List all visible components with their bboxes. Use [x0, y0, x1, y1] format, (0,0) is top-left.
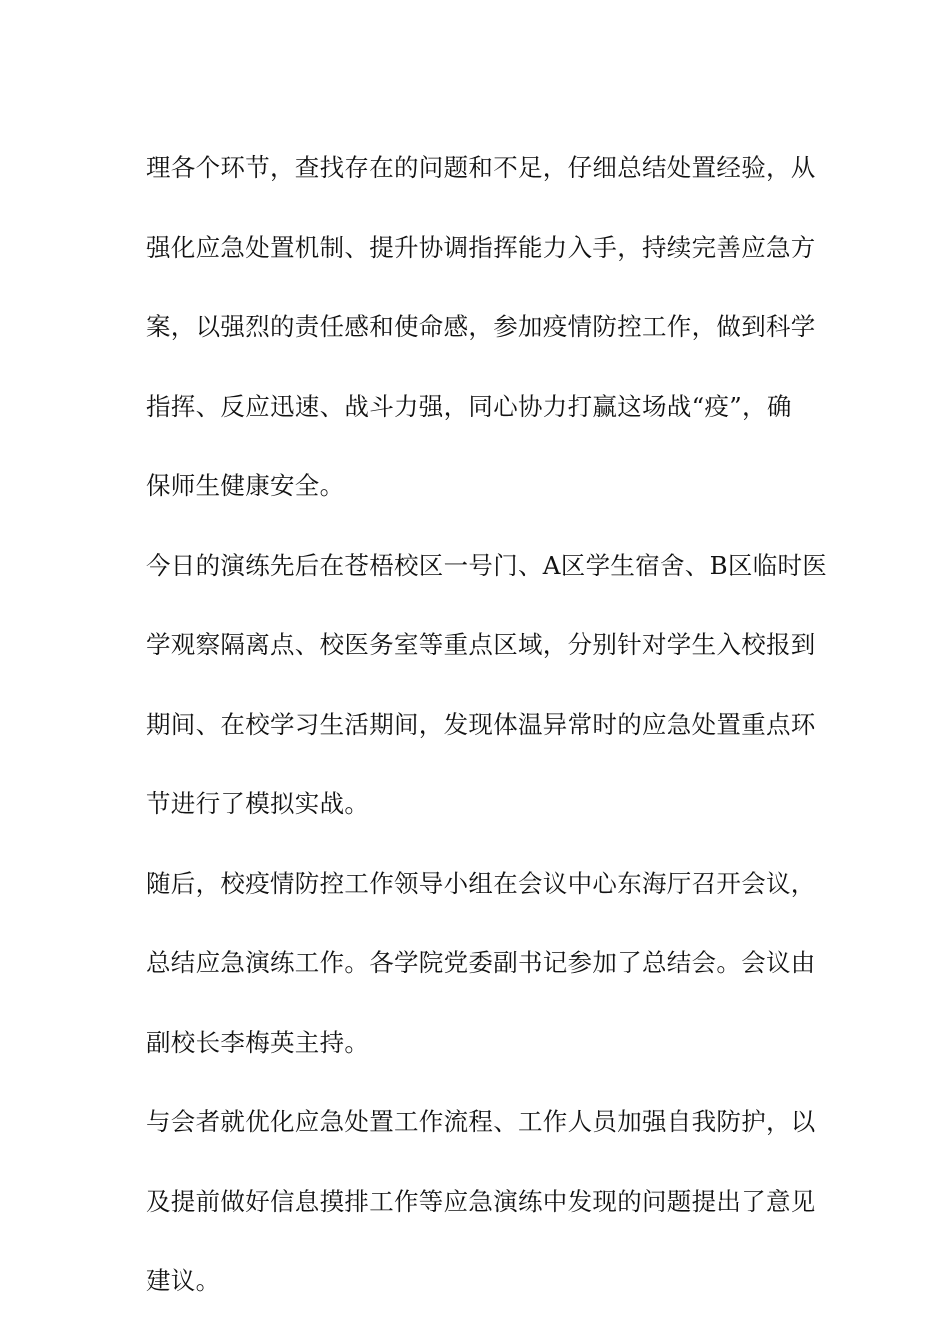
text-line: 指挥、反应迅速、战斗力强，同心协力打赢这场战“疫”，确 — [146, 391, 792, 421]
document-body — [146, 128, 828, 1321]
text-line: 及提前做好信息摸排工作等应急演练中发现的问题提出了意见 — [146, 1186, 816, 1216]
text-line: 副校长李梅英主持。 — [146, 1027, 370, 1057]
text-line: 保师生健康安全。 — [146, 471, 345, 500]
text-line: 随后，校疫情防控工作领导小组在会议中心东海厅召开会议， — [146, 868, 816, 898]
text-line: 与会者就优化应急处置工作流程、工作人员加强自我防护，以 — [146, 1107, 816, 1136]
text-line: 案，以强烈的责任感和使命感，参加疫情防控工作，做到科学 — [146, 312, 816, 341]
text-line: 建议。 — [146, 1266, 221, 1295]
text-line: 期间、在校学习生活期间，发现体温异常时的应急处置重点环 — [146, 709, 816, 739]
text-line: 理各个环节，查找存在的问题和不足，仔细总结处置经验，从 — [146, 153, 816, 182]
text-line: 今日的演练先后在苍梧校区一号门、A区学生宿舍、B区临时医 — [146, 550, 828, 580]
text-line: 节进行了模拟实战。 — [146, 789, 370, 818]
text-line: 强化应急处置机制、提升协调指挥能力入手，持续完善应急方 — [146, 232, 816, 262]
text-line: 总结应急演练工作。各学院党委副书记参加了总结会。会议由 — [146, 948, 816, 977]
text-line: 学观察隔离点、校医务室等重点区域，分别针对学生入校报到 — [146, 630, 816, 659]
